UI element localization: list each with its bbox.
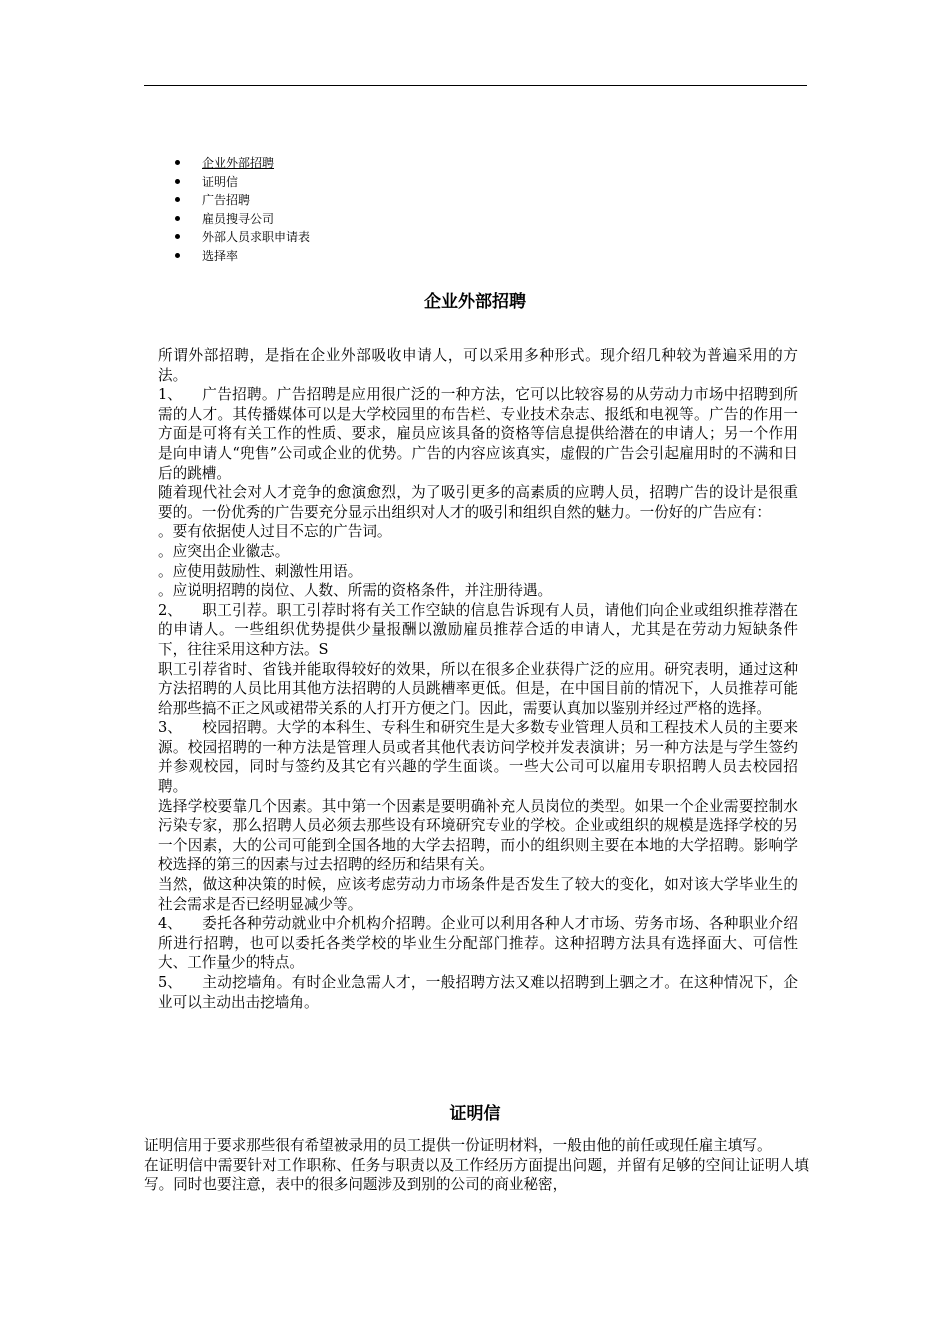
toc-item-external-recruitment[interactable]: 企业外部招聘: [158, 154, 310, 173]
toc-item-ad-recruitment: 广告招聘: [158, 191, 310, 210]
ad-point-3: 。应使用鼓励性、刺激性用语。: [158, 562, 363, 580]
ad-point-4: 。应说明招聘的岗位、人数、所需的资格条件，并注册待遇。: [158, 582, 553, 600]
table-of-contents: [158, 154, 310, 266]
ad-point-1: 。要有依据使人过目不忘的广告词。: [158, 523, 392, 541]
method-2: 2、 职工引荐。职工引荐时将有关工作空缺的信息告诉现有人员，请他们向企业或组织推荐潜在的申请人。一些组织优势提供少量报酬以激励雇员推荐合适的申请人，尤其是在劳动力短缺条件下，往往采用这种方法。S: [158, 601, 798, 658]
referral-paragraph: 职工引荐省时、省钱并能取得较好的效果，所以在很多企业获得广泛的应用。研究表明，通过这种方法招聘的人员比用其他方法招聘的人员跳槽率更低。但是，在中国目前的情况下，人员推荐可能给那些搞不正之风或裙带关系的人打开方便之门。因此，需要认真加以鉴别并经过严格的选择。: [158, 660, 798, 717]
toc-item-application-form: 外部人员求职申请表: [158, 228, 310, 247]
intro-paragraph: 所谓外部招聘，是指在企业外部吸收申请人，可以采用多种形式。现介绍几种较为普遍采用的方法。: [158, 347, 798, 384]
toc-item-reference-letter: 证明信: [158, 173, 310, 192]
method-3: 3、 校园招聘。大学的本科生、专科生和研究生是大多数专业管理人员和工程技术人员的主要来源。校园招聘的一种方法是管理人员或者其他代表访问学校并发表演讲；另一种方法是与学生签约并参观校园，同时与签约及其它有兴趣的学生面谈。一些大公司可以雇用专职招聘人员去校园招聘。: [158, 719, 798, 796]
ad-point-2: 。应突出企业徽志。: [158, 542, 290, 560]
school-paragraph-1: 选择学校要靠几个因素。其中第一个因素是要明确补充人员岗位的类型。如果一个企业需要控制水污染专家，那么招聘人员必须去那些设有环境研究专业的学校。企业或组织的规模是选择学校的另一个因素，大的公司可能到全国各地的大学去招聘，而小的组织则主要在本地的大学招聘。影响学校选择的第三的因素与过去招聘的经历和结果有关。: [158, 797, 798, 874]
school-paragraph-2: 当然，做这种决策的时候，应该考虑劳动力市场条件是否发生了较大的变化，如对该大学毕业生的社会需求是否已经明显减少等。: [158, 876, 798, 913]
header-rule: [144, 85, 807, 86]
toc-item-search-firm: 雇员搜寻公司: [158, 210, 310, 229]
method-5: 5、 主动挖墙角。有时企业急需人才，一般招聘方法又难以招聘到上驷之才。在这种情况下，企业可以主动出击挖墙角。: [158, 974, 798, 1011]
method-4: 4、 委托各种劳动就业中介机构介招聘。企业可以利用各种人才市场、劳务市场、各种职业介绍所进行招聘，也可以委托各类学校的毕业生分配部门推荐。这种招聘方法具有选择面大、可信性大、工作量少的特点。: [158, 915, 798, 972]
section-body-external-recruitment: [158, 346, 798, 1012]
toc-item-selection-rate: 选择率: [158, 247, 310, 266]
section-title-external-recruitment: 企业外部招聘: [424, 292, 526, 312]
letter-paragraph-1: 证明信用于要求那些很有希望被录用的员工提供一份证明材料，一般由他的前任或现任雇主填写。: [144, 1137, 772, 1154]
letter-paragraph-2: 在证明信中需要针对工作职称、任务与职责以及工作经历方面提出问题，并留有足够的空间让证明人填写。同时也要注意，表中的很多问题涉及到别的公司的商业秘密，: [144, 1156, 809, 1194]
section-body-reference-letter: [144, 1136, 809, 1195]
method-1: 1、 广告招聘。广告招聘是应用很广泛的一种方法，它可以比较容易的从劳动力市场中招聘到所需的人才。其传播媒体可以是大学校园里的布告栏、专业技术杂志、报纸和电视等。广告的作用一方面是可将有关工作的性质、要求，雇员应该具备的资格等信息提供给潜在的申请人；另一个作用是向申请人“兜售”公司或企业的优势。广告的内容应该真实，虚假的广告会引起雇用时的不满和日后的跳槽。: [158, 386, 798, 482]
ad-design-paragraph: 随着现代社会对人才竞争的愈演愈烈，为了吸引更多的高素质的应聘人员，招聘广告的设计是很重要的。一份优秀的广告要充分显示出组织对人才的吸引和组织自然的魅力。一份好的广告应有：: [158, 484, 798, 521]
section-title-reference-letter: 证明信: [449, 1104, 501, 1124]
